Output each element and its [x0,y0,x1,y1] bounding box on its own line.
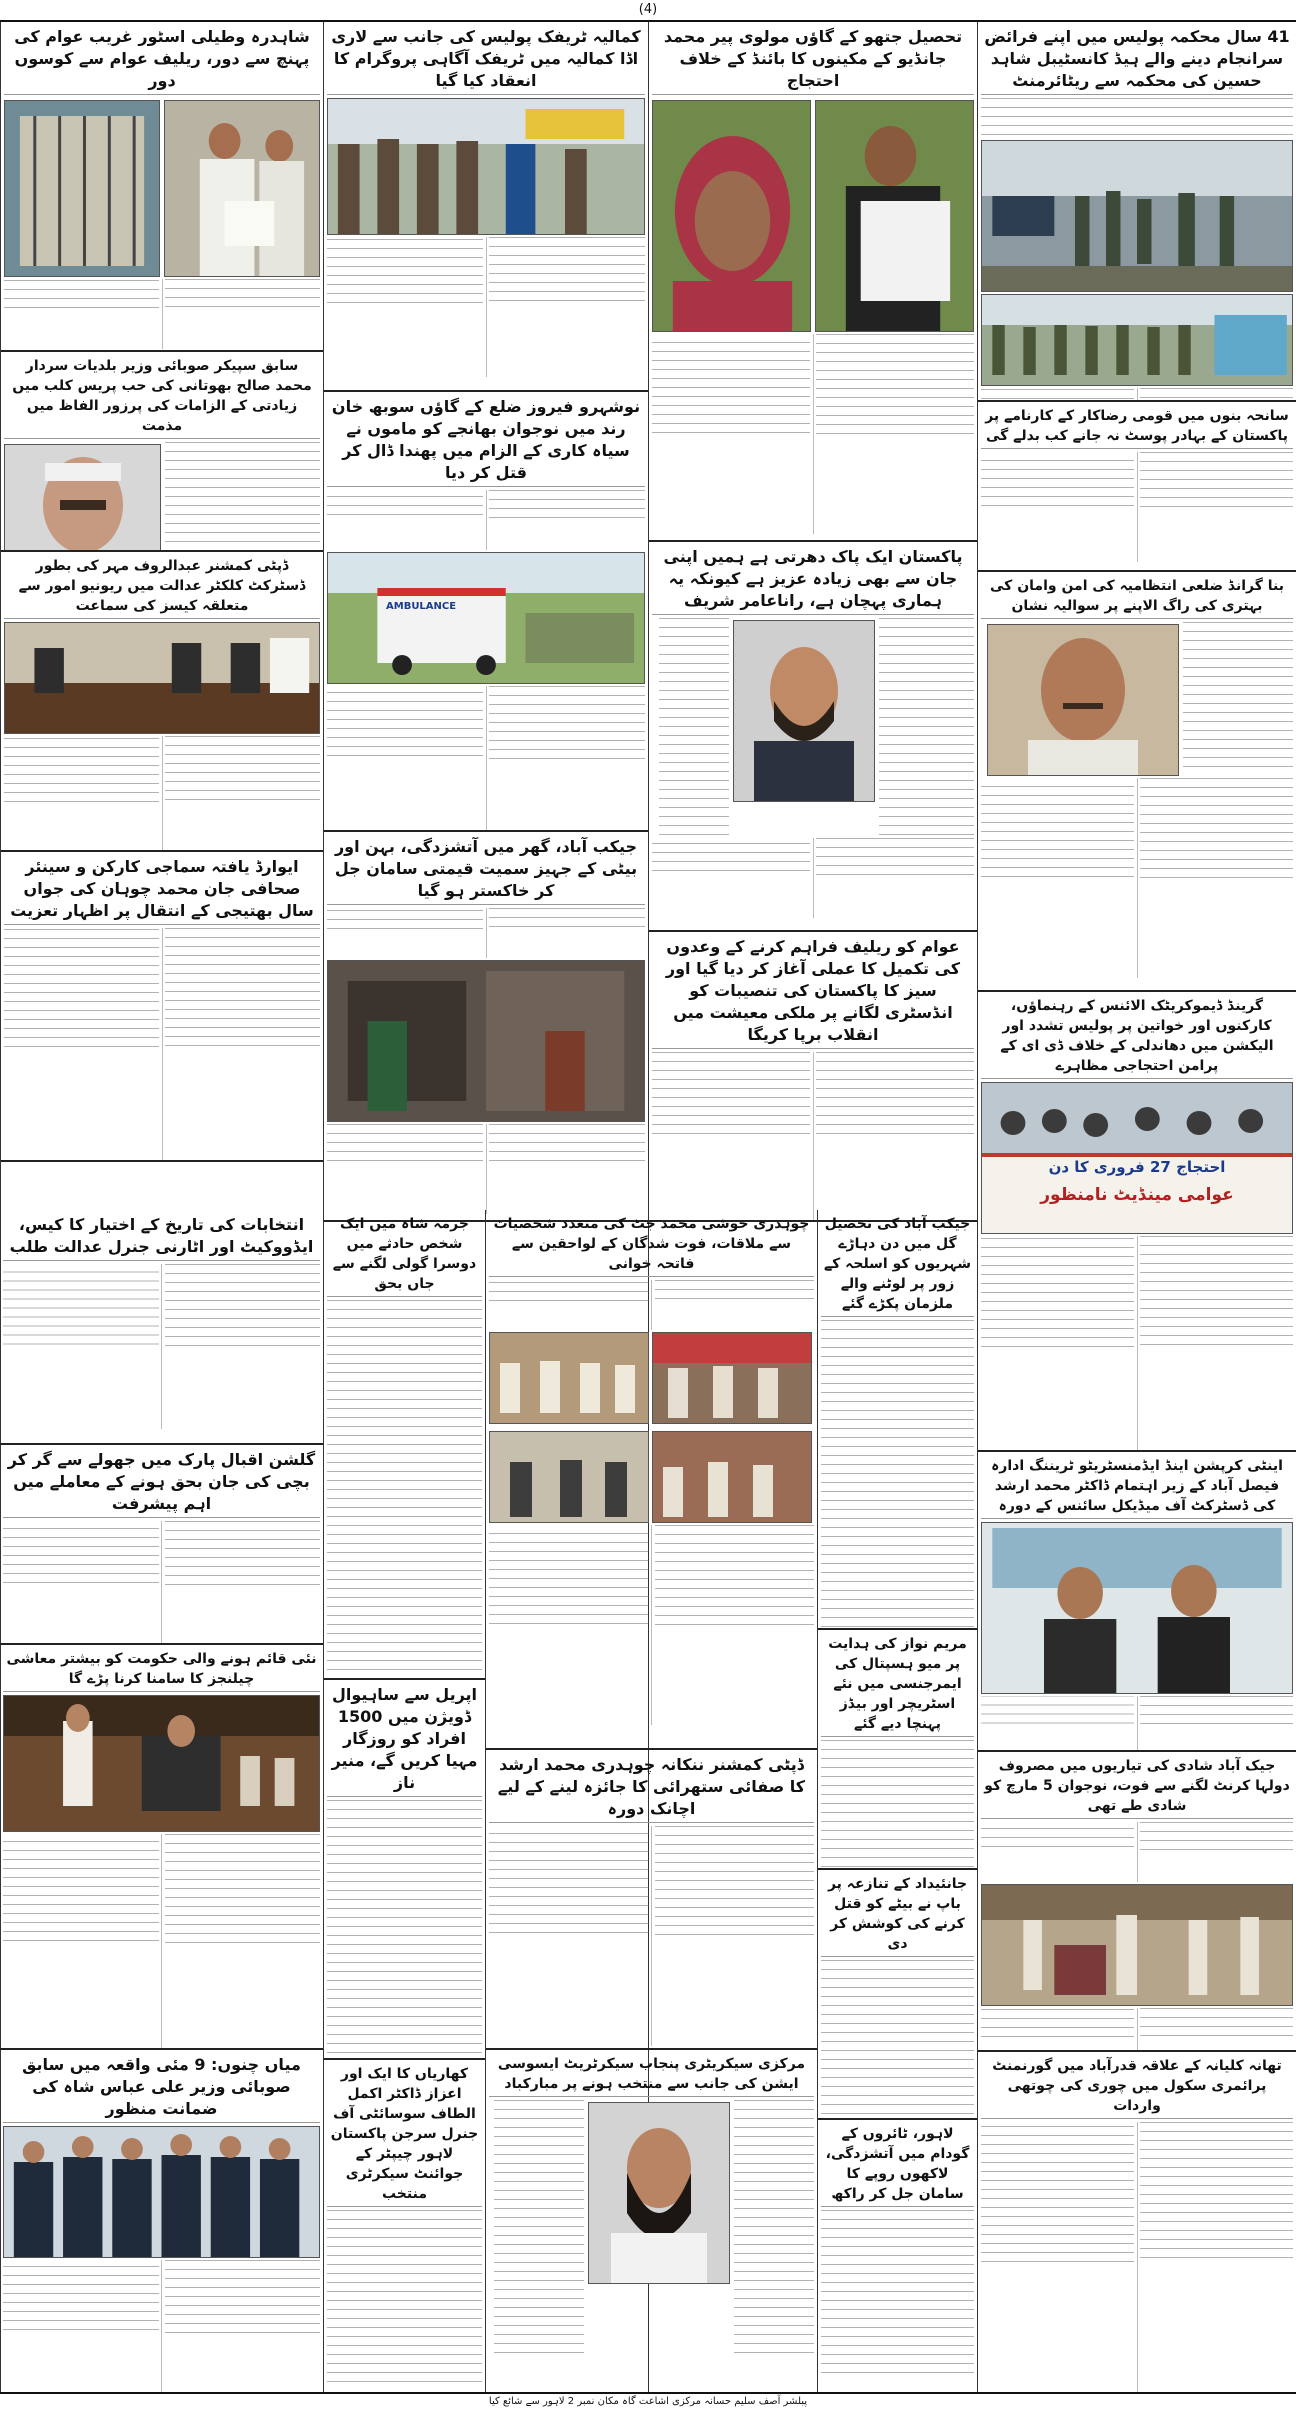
story-body [4,736,320,852]
bhootani-portrait [4,444,161,552]
headline: چوہدری خوشی محمد جٹ کی متعدد شخصیات سے ملاقات، فوت شدگان کے لواحقین سے فاتحہ خوانی [489,1212,814,1277]
story-body [327,490,645,550]
story-body [981,1696,1293,1751]
story-body [981,1236,1293,1452]
man-holding-paper-photo [815,100,974,332]
elderly-woman-photo [652,100,811,332]
story-body [1183,622,1293,772]
headline: اینٹی کرپشن اینڈ ایڈمنسٹریٹو ٹریننگ ادارہ فیصل آباد کے زیر اہتمام ڈاکٹر محمد ارشد کی ڈسٹرکٹ آف میڈیکل سائنس کے دورہ [981,1454,1293,1519]
story-body [879,618,974,838]
meeting-photo-3 [489,1431,649,1523]
story-body [981,778,1293,978]
police-group-photo [981,294,1293,386]
story-body [652,1052,974,1222]
story-house-fire [324,832,648,1222]
story-robbers-arrested [818,1210,977,1630]
meeting-photo-1 [489,1332,649,1424]
page-number: (4) [638,2,658,17]
story-body [494,2100,584,2360]
meeting-photo-2 [652,1332,812,1424]
headline: مریم نواز کی ہدایت پر میو ہسپتال کی ایمرجنسی میں نئے اسٹریچر اور بیڈز پہنچا دیے گئے [821,1632,974,1737]
column-right [977,22,1296,2392]
story-body [327,1800,482,2060]
headline: تحصیل جتھو کے گاؤں مولوی پیر محمد جانڈیو کے مکینوں کا بائنڈ کے خلاف احتجاج [652,24,974,95]
headline: پاکستان ایک پاک دھرتی ہے ہمیں اپنی جان سے بھی زیادہ عزیز ہے کیونکہ یہ ہماری پہچان ہے، راناعامر شریف [652,544,974,615]
headline: گلشن اقبال پارک میں جھولے سے گر کر بچی کی جان بحق ہونے کے معاملے میں اہم پیشرفت [3,1447,320,1518]
headline: ایوارڈ یافتہ سماجی کارکن و سینئر صحافی جان محمد چوہان کی جواں سال بھتیجی کے انتقال پر اظہار تعزیت [4,854,320,925]
headline: شاہدرہ وطیلی اسٹور غریب عوام کی پہنچ سے دور، ریلیف عوام سے کوسوں دور [4,24,320,95]
man-portrait-photo [987,624,1179,776]
traffic-awareness-photo [327,98,645,235]
headline: جیکب آباد، گھر میں آتشزدگی، بہن اور بیٹی کے جہیز سمیت قیمتی سامان جل کر خاکستر ہو گیا [327,834,645,905]
story-bail-ali-abbas [0,2050,323,2392]
story-dc-court [1,552,323,852]
story-body [165,442,320,552]
story-tyre-godown-fire [818,2120,977,2380]
lower-col-3 [323,1210,485,2392]
story-honour-killing [324,392,648,832]
story-body [327,1124,645,1214]
story-rana-amir [649,542,977,932]
story-gulshan-park [0,1445,323,1645]
story-body [981,1822,1293,1882]
story-khushi-jat [486,1210,817,1750]
headline: مرکزی سیکریٹری پنجاب سیکرٹریٹ ایسوسی ایشن کی جانب سے منتخب ہونے پر مبارکباد [489,2052,814,2097]
story-body [981,388,1293,402]
lower-col-2 [485,1210,817,2392]
story-body [3,1834,320,2050]
story-bhootani-condemn [1,352,323,552]
two-men-photo [981,1522,1293,1694]
story-police-retirement [978,22,1296,402]
ambulance-label: AMBULANCE [386,601,457,612]
story-body [981,98,1293,138]
story-school-theft [978,2052,1296,2392]
headline: اپریل سے ساہیوال ڈویژن میں 1500 افراد کو روزگار مہیا کریں گے، منیر ناز [327,1682,482,1797]
story-election-case [0,1210,323,1445]
story-utility-store [1,22,323,352]
footer-rule [0,2392,1296,2394]
burnt-house-photo [327,960,645,1122]
headline: بنا گرانڈ ضلعی انتظامیہ کی امن وامان کی بہتری کی راگ الاپنے پر سوالیہ نشان [981,574,1293,619]
story-body [652,838,974,918]
headline: نئی قائم ہونے والی حکومت کو بیشتر معاشی چیلنجز کا سامنا کرنا پڑے گا [3,1647,320,1692]
story-body [821,2210,974,2380]
headline: تھانہ کلیانہ کے علاقہ قدرآباد میں گورنمنٹ پرائمری سکول میں چوری کی چوتھی واردات [981,2054,1293,2119]
story-body [327,686,645,832]
men-with-sacks-photo [164,100,320,277]
headline: نوشہرو فیروز ضلع کے گاؤں سوبھ خان رند میں نوجوان بھانجے کو ماموں نے سیاہ کاری کے الزام میں پھندا ڈال کر قتل کر دیا [327,394,645,487]
meeting-photo-4 [652,1431,812,1523]
banner-text-2: عوامی مینڈیٹ نامنظور [1040,1185,1234,1205]
story-body [489,1280,814,1330]
headline: کمالیہ ٹریفک پولیس کی جانب سے لاری اڈا کمالیہ میں ٹریفک آگاہی پروگرام کا انعقاد کیا گیا [327,24,645,95]
story-body [981,2122,1293,2392]
utility-store-photo [4,100,160,277]
story-body [3,1521,320,1645]
ambulance-photo [327,552,645,684]
story-traffic-awareness [324,22,648,392]
headline: ڈپٹی کمشنر ننکانہ چوہدری محمد ارشد کا صفائی ستھرائی کا جائزہ لینے کے لیے اچانک دورہ [489,1752,814,1823]
story-property-dispute [818,1870,977,2120]
bail-lawyers-photo [3,2126,320,2258]
story-congratulations [486,2050,817,2390]
story-body [981,452,1293,562]
story-body [327,237,645,377]
headline: انتخابات کی تاریخ کے اختیار کا کیس، ایڈووکیٹ اور اٹارنی جنرل عدالت طلب [3,1212,320,1261]
story-body [4,928,320,1162]
headline: جیکب آباد کی تحصیل گل میں دن دہاڑے شہریوں کو اسلحہ کے زور پر لوٹنے والے ملزمان پکڑے گئے [821,1212,974,1317]
story-body [821,1320,974,1630]
headline: سابق سپیکر صوبائی وزیر بلدیات سردار محمد صالح بھوتانی کی حب پریس کلب میں زیادتی کے الزامات کی پرزور الفاظ میں مذمت [4,354,320,439]
headline: سانحہ بنوں میں قومی رضاکار کے کارنامے پر پاکستان کے بہادر پوسٹ نہ جانے کب بدلے گی [981,404,1293,449]
story-body [652,334,974,534]
story-body [489,1826,814,2046]
story-bannu [978,402,1296,572]
headline: کھاریاں کا ایک اور اعزاز ڈاکٹر اکمل الطاف سوسائٹی آف جنرل سرجن پاکستان لاہور چیپٹر کے جوائنٹ سیکرٹری منتخب [327,2062,482,2207]
story-body [3,1264,320,1429]
court-hearing-photo [4,622,320,734]
banner-text: احتجاج 27 فروری کا دن [1048,1158,1226,1176]
story-condolence [1,852,323,1162]
story-body [659,618,729,838]
funeral-crowd-photo [981,1884,1293,2006]
story-kharian-honour [324,2060,485,2390]
headline: جانئیداد کے تنازعہ پر باپ نے بیٹے کو قتل کرنے کی کوشش کر دی [821,1872,974,1957]
story-anti-corruption [978,1452,1296,1752]
headline: لاہور، ٹائروں کے گودام میں آتشزدگی، لاکھوں روپے کا سامان جل کر راکھ [821,2122,974,2207]
story-body [327,1300,482,1680]
story-relief-promises [649,932,977,1222]
headline: ڈپٹی کمشنر عبدالروف مہر کی بطور ڈسٹرکٹ کلکٹر عدالت میں ریونیو امور سے متعلقہ کیسز کی سماعت [4,554,320,619]
story-economic-challenges [0,1645,323,2050]
protest-banner-photo [981,1082,1293,1234]
story-jatoi-protest [649,22,977,542]
headline: جرمہ شاہ میں ایک شخص حادثے میں دوسرا گولی لگنے سے جاں بحق [327,1212,482,1297]
story-dc-inspection [486,1750,817,2050]
story-gda-protest [978,992,1296,1452]
story-body [3,2260,320,2392]
footer-imprint: پبلشر آصف سلیم حسانہ مرکزی اشاعت گاہ مکان نمبر 2 لاہور سے شائع کیا [488,2396,808,2407]
story-mayo-hospital [818,1630,977,1870]
story-groom-electrocuted [978,1752,1296,2052]
assembly-speech-photo [3,1695,320,1832]
story-employment-sahiwal [324,1680,485,2060]
lower-col-1 [817,1210,977,2392]
story-body [821,1740,974,1870]
story-body [327,908,645,958]
story-jarma-shah [324,1210,485,1680]
headline: میاں چنوں: 9 مئی واقعہ میں سابق صوبائی وزیر علی عباس شاہ کی ضمانت منظور [3,2052,320,2123]
story-body [734,2100,814,2360]
bearded-man-portrait [588,2102,730,2284]
story-law-order [978,572,1296,992]
lower-col-4 [0,1210,323,2392]
story-body [981,2008,1293,2052]
story-body [4,279,320,349]
retirement-ceremony-photo [981,140,1293,292]
headline: عوام کو ریلیف فراہم کرنے کے وعدوں کی تکمیل کا عملی آغاز کر دیا گیا اور سیز کا پاکستان کی تنصیبات کو انڈسٹری لگانے پر ملکی معیشت میں انقلاب برپا کریگا [652,934,974,1049]
headline: گرینڈ ڈیموکریٹک الائنس کے رہنماؤں، کارکنوں اور خواتین پر پولیس تشدد اور الیکشن میں دھاندلی کے خلاف ڈی ای کے پرامن احتجاجی مظاہرے [981,994,1293,1079]
rana-amir-portrait [733,620,875,802]
story-body [489,1525,814,1725]
headline: جیک آباد شادی کی تیاریوں میں مصروف دولہا کرنٹ لگنے سے فوت، نوجوان 5 مارچ کو شادی طے تھی [981,1754,1293,1819]
story-body [821,1960,974,2120]
story-body [327,2210,482,2390]
headline: 41 سال محکمہ پولیس میں اپنے فرائض سرانجام دینے والے ہیڈ کانسٹیبل شاہد حسین کی محکمہ سے ریٹائرمنٹ [981,24,1293,95]
